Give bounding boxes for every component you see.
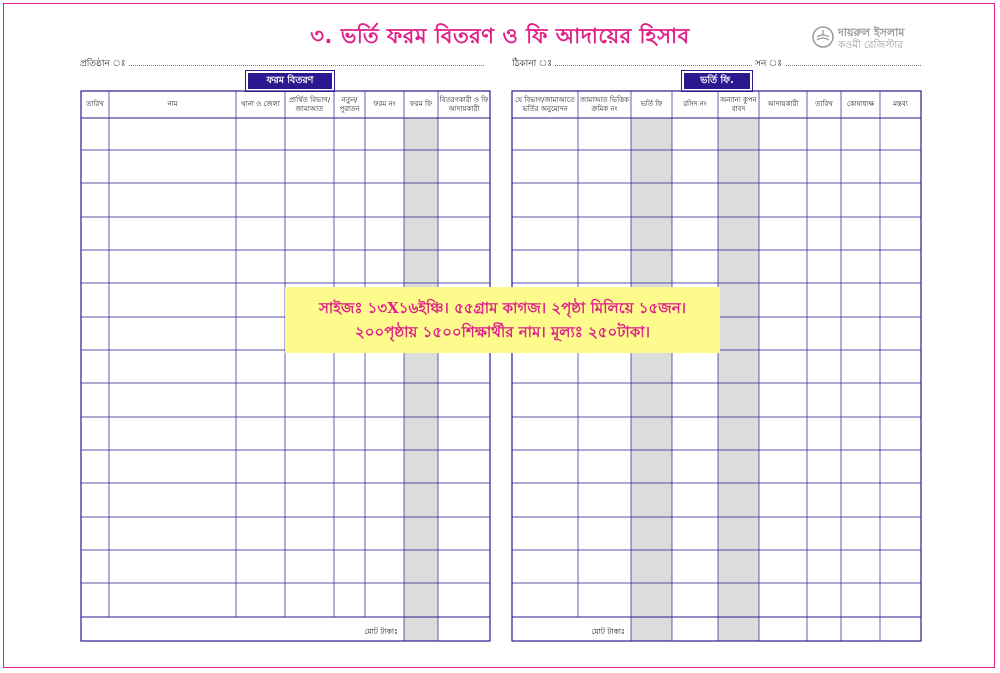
column-header: তারিখ <box>86 100 104 108</box>
column-header: অন্যান্য কুপন বাবদ <box>720 95 757 113</box>
note-line-1: সাইজঃ ১৩X১৬ইঞ্চি। ৫৫গ্রাম কাগজ। ২পৃষ্ঠা মিলিয়ে ১৫জন। <box>318 299 687 317</box>
right-total-label: মোট টাকাঃ <box>591 627 625 636</box>
column-header: তারিখ <box>815 100 833 108</box>
column-header: থানা ও জেলা <box>241 100 280 108</box>
column-header: নতুন/ পুরাতন <box>339 95 360 113</box>
column-header: জামাআত ভিত্তিক ক্রমিক নং <box>580 95 629 113</box>
column-header: নাম <box>167 100 178 108</box>
right-section-tag: ভর্তি ফি. <box>682 71 752 91</box>
column-header: ফরম ফি <box>409 100 433 108</box>
column-header: আদায়কারী <box>767 100 799 108</box>
left-section-tag: ফরম বিতরণ <box>246 71 334 91</box>
note-line-2: ২০০পৃষ্ঠায় ১৫০০শিক্ষার্থীর নাম। মূল্যঃ ২৫০টাকা। <box>354 323 650 341</box>
column-header: বিতরণকারী ও ফি আদায়কারী <box>439 95 489 113</box>
table-border <box>512 91 921 641</box>
shaded-column <box>718 118 759 641</box>
left-total-label: মোট টাকাঃ <box>364 627 398 636</box>
column-header: কোষাধ্যক্ষ <box>846 100 875 108</box>
column-header: প্রার্থিত বিভাগ/ জামাআত <box>288 95 331 113</box>
logo-line-2: কওমী রেজিস্টার <box>838 40 903 51</box>
column-header: মন্তব্য <box>893 100 908 108</box>
address-label: ঠিকানা ঃ <box>512 56 555 71</box>
logo-line-1: দায়রুল ইসলাম <box>838 26 905 39</box>
column-header: ভর্তি ফি <box>640 100 663 108</box>
shaded-column <box>404 118 438 641</box>
column-header: যে বিভাগ/জামাআতে ভর্তির অনুমোদন <box>515 95 575 113</box>
column-header: রসিদ নং <box>683 100 707 108</box>
year-label: সন ঃ <box>755 56 785 71</box>
column-header: ফরম নং <box>373 100 396 108</box>
institution-label: প্রতিষ্ঠান ঃ <box>80 56 129 71</box>
page-title: ৩. ভর্তি ফরম বিতরণ ও ফি আদায়ের হিসাব <box>310 24 690 48</box>
shaded-column <box>631 118 672 641</box>
specification-note <box>285 287 720 353</box>
